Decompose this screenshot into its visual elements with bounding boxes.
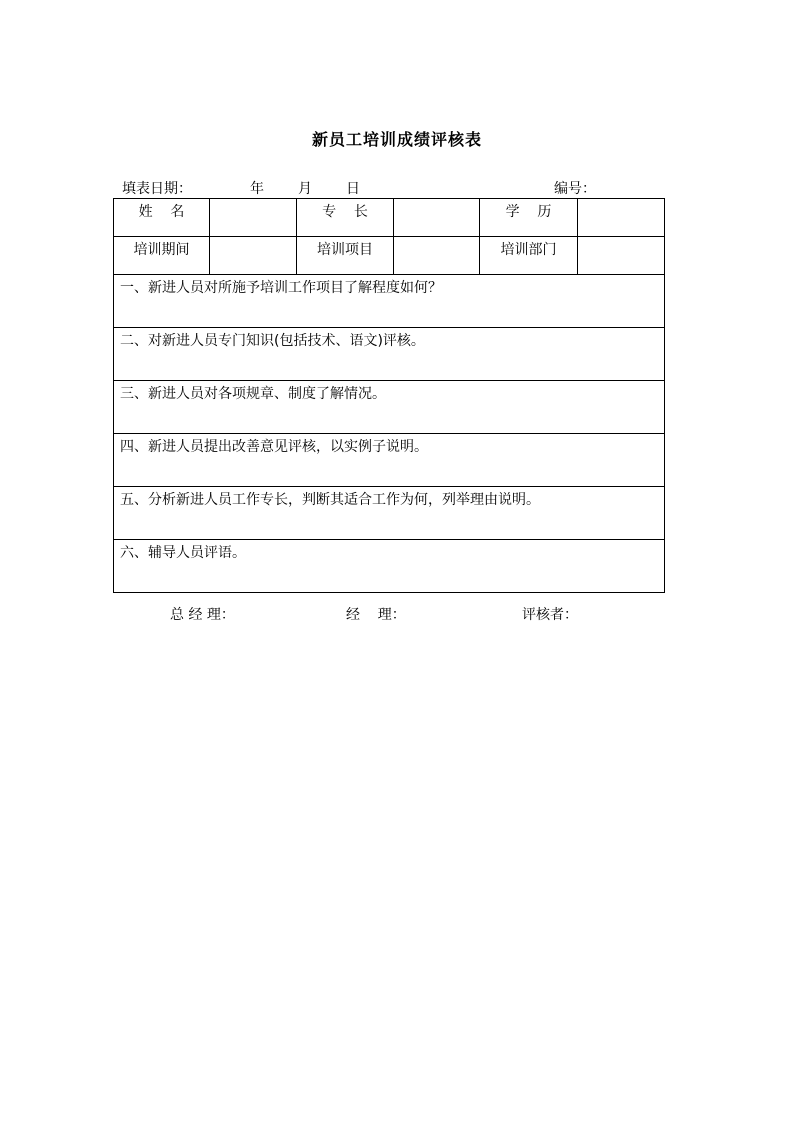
training-department-field[interactable] [578,237,665,275]
date-year-label: 年 [250,181,264,197]
evaluation-table [113,198,665,593]
training-period-field[interactable] [210,237,297,275]
form-number-label: 编号： [554,181,596,197]
question-4[interactable]: 四、新进人员提出改善意见评核，以实例子说明。 [114,434,665,487]
question-row-6 [114,540,665,593]
training-department-label: 培训部门 [480,237,578,275]
question-6[interactable]: 六、辅导人员评语。 [114,540,665,593]
training-period-label: 培训期间 [114,237,210,275]
question-2[interactable]: 二、对新进人员专门知识(包括技术、语文)评核。 [114,328,665,381]
info-row-1 [114,199,665,237]
question-row-1 [114,275,665,328]
question-3[interactable]: 三、新进人员对各项规章、制度了解情况。 [114,381,665,434]
date-month-label: 月 [298,181,312,197]
training-item-field[interactable] [394,237,480,275]
date-day-label: 日 [346,181,360,197]
specialty-field[interactable] [394,199,480,237]
question-row-5 [114,487,665,540]
info-row-2 [114,237,665,275]
form-title: 新员工培训成绩评核表 [311,130,482,149]
name-field[interactable] [210,199,297,237]
fill-date-label: 填表日期： [122,181,192,197]
education-label: 学 历 [480,199,578,237]
general-manager-signature-label: 总 经 理： [170,607,235,623]
education-field[interactable] [578,199,665,237]
question-row-2 [114,328,665,381]
question-5[interactable]: 五、分析新进人员工作专长，判断其适合工作为何，列举理由说明。 [114,487,665,540]
question-row-3 [114,381,665,434]
question-row-4 [114,434,665,487]
question-1[interactable]: 一、新进人员对所施予培训工作项目了解程度如何？ [114,275,665,328]
specialty-label: 专 长 [297,199,394,237]
manager-signature-label: 经 理： [346,607,406,623]
training-item-label: 培训项目 [297,237,394,275]
name-label: 姓 名 [114,199,210,237]
reviewer-signature-label: 评核者： [522,607,578,623]
